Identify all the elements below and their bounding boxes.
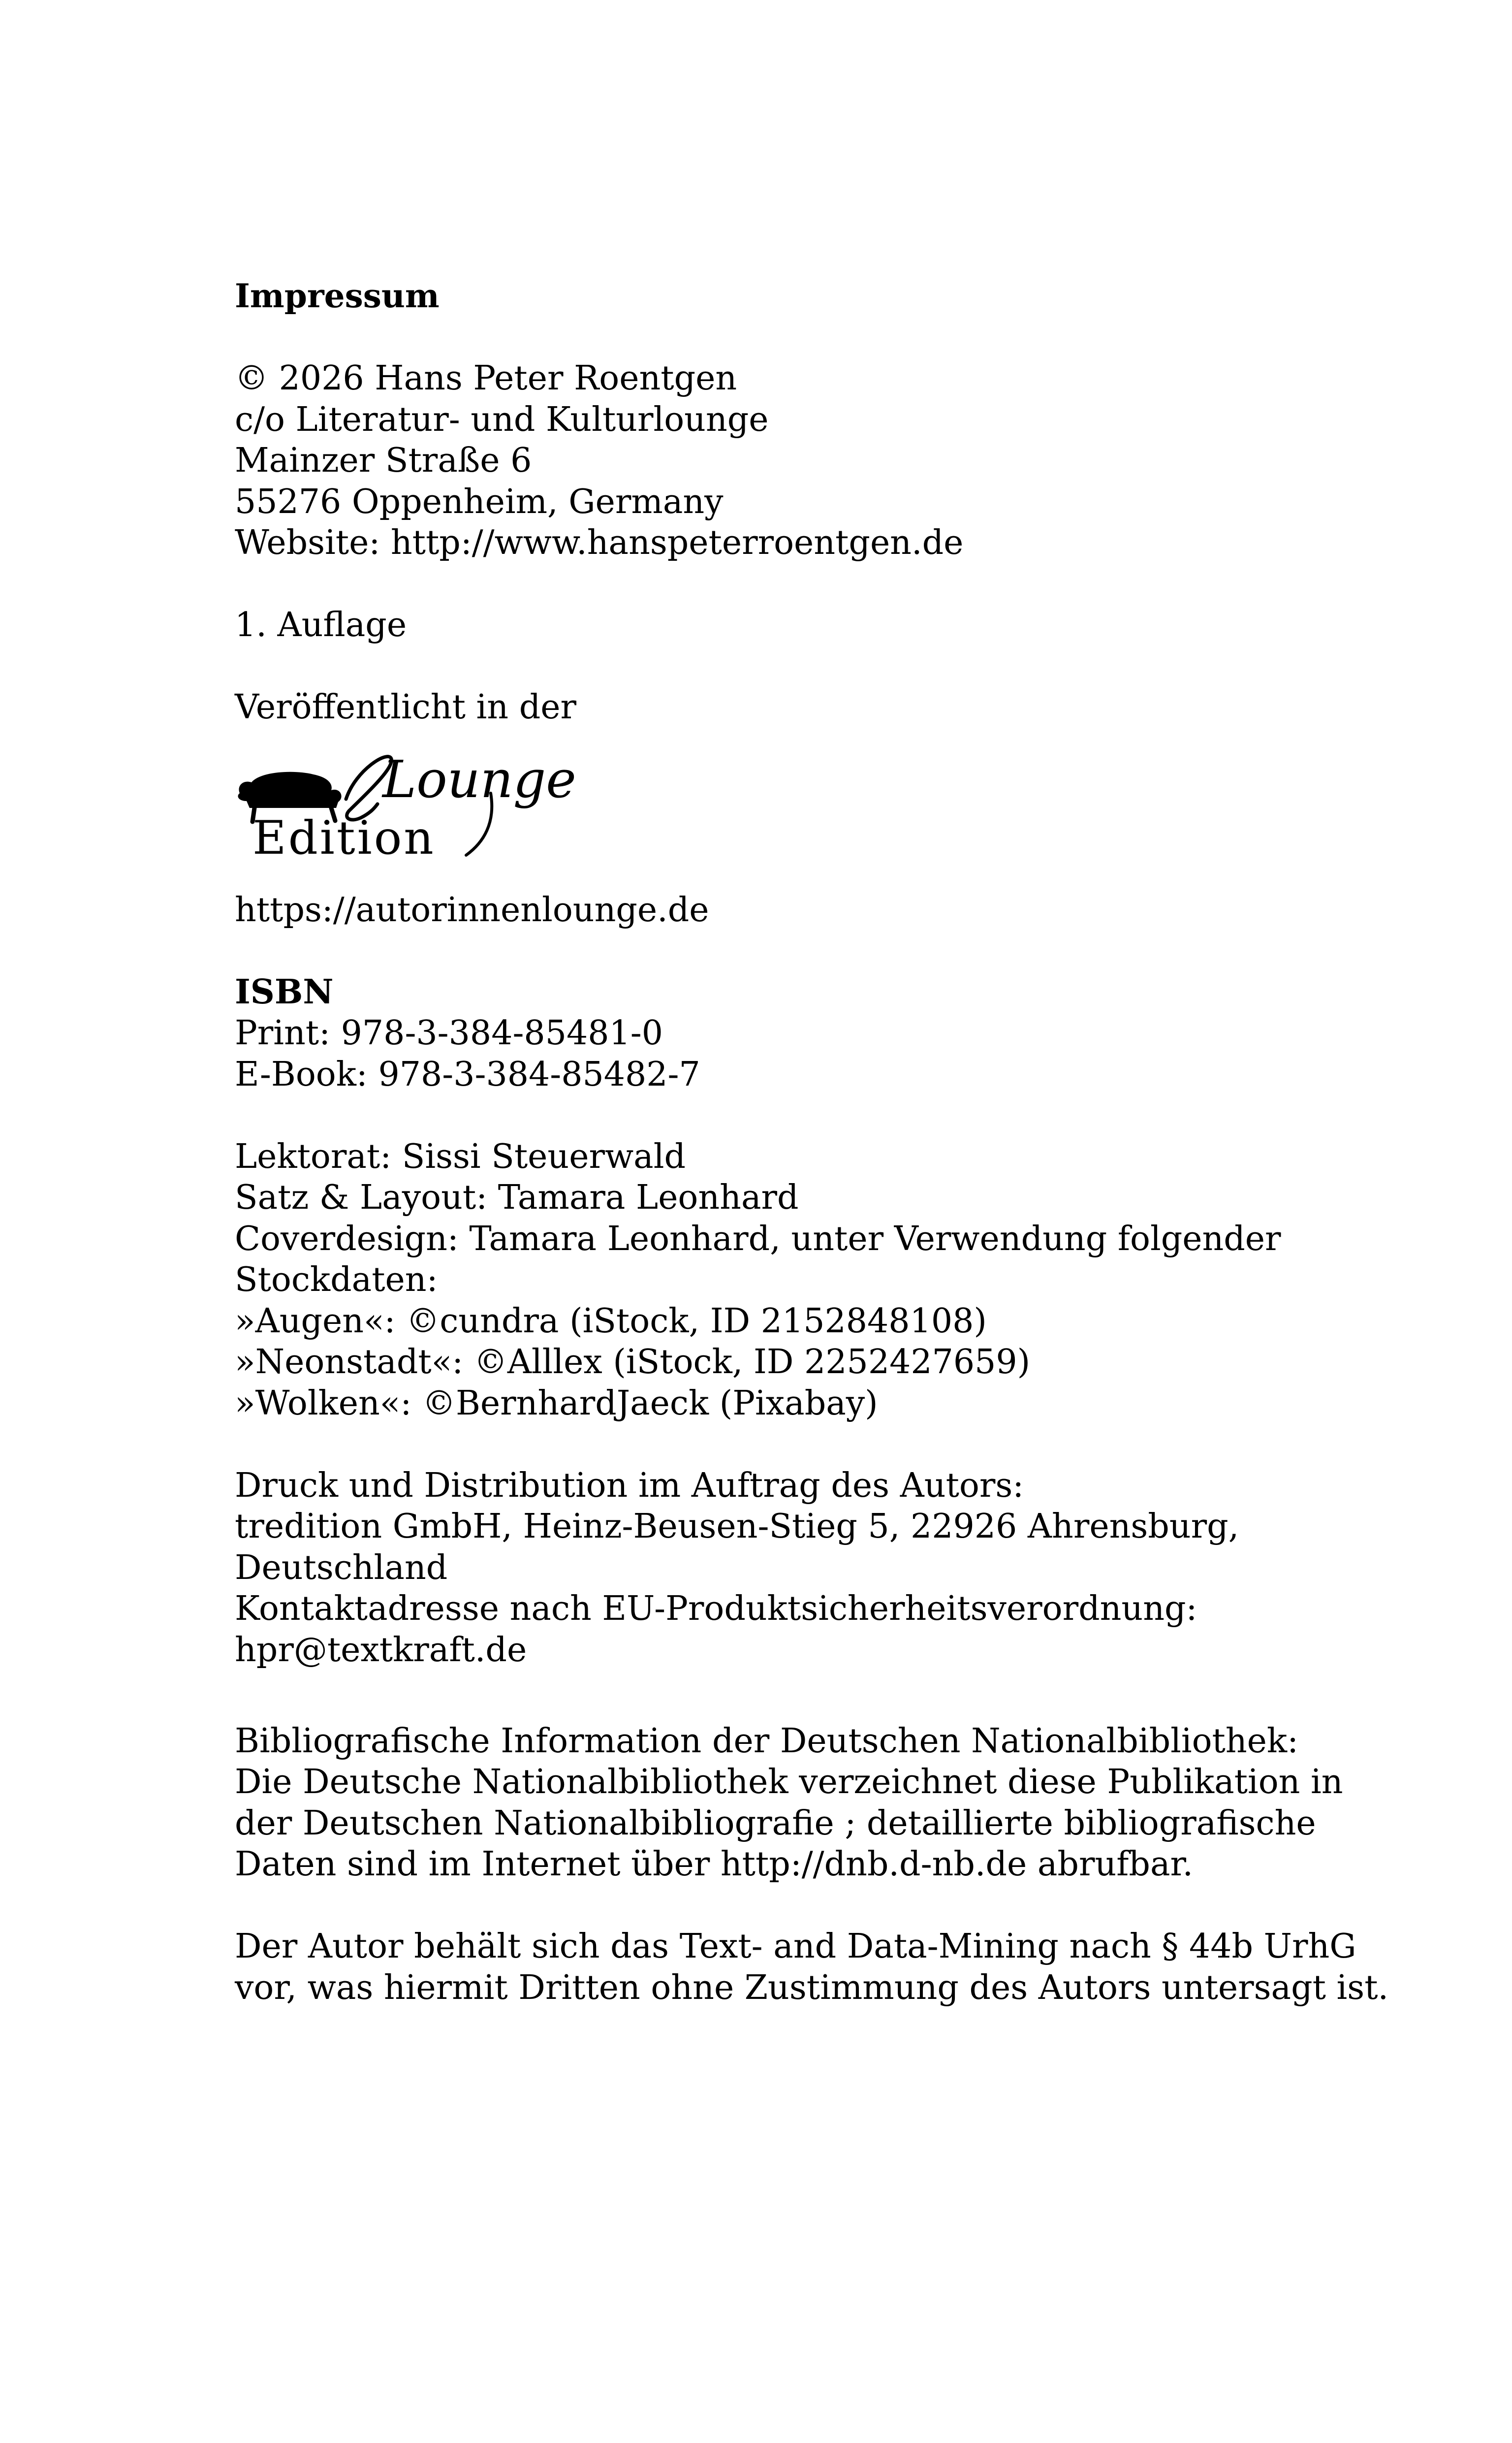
credits-line: Coverdesign: Tamara Leonhard, unter Verwendung folgender — [235, 1219, 1281, 1258]
spacer — [235, 646, 1446, 687]
distribution-line: tredition GmbH, Heinz-Beusen-Stieg 5, 22926 Ahrensburg, — [235, 1507, 1239, 1546]
credits-line: Stockdaten: — [235, 1260, 438, 1299]
logo-script-word: Lounge — [382, 749, 576, 809]
credits-line: »Neonstadt«: ©Alllex (iStock, ID 2252427659) — [235, 1343, 1031, 1382]
website-line: Website: http://www.hanspeterroentgen.de — [235, 523, 964, 562]
spacer — [235, 317, 1446, 358]
bibliographic-line: Daten sind im Internet über http://dnb.d-nb.de abrufbar. — [235, 1845, 1194, 1884]
logo-word-edition: Edition — [252, 811, 436, 865]
edition-line: 1. Auflage — [235, 606, 407, 644]
tdm-notice-line: Der Autor behält sich das Text- and Data-Mining nach § 44b UrhG — [235, 1927, 1356, 1966]
address-line-2: Mainzer Straße 6 — [235, 441, 532, 480]
published-in-line: Veröffentlicht in der — [235, 688, 576, 727]
distribution-line: Deutschland — [235, 1548, 448, 1587]
copyright-line: © 2026 Hans Peter Roentgen — [235, 359, 737, 398]
lounge-edition-logo — [235, 739, 576, 872]
spacer — [235, 564, 1446, 605]
distribution-line: Druck und Distribution im Auftrag des Autors: — [235, 1466, 1024, 1505]
spacer — [235, 1095, 1446, 1136]
isbn-print: Print: 978-3-384-85481-0 — [235, 1014, 663, 1053]
imprint-content — [235, 276, 1446, 2008]
publisher-url[interactable]: https://autorinnenlounge.de — [235, 890, 709, 930]
bibliographic-line: der Deutschen Nationalbibliografie ; detaillierte bibliografische — [235, 1803, 1316, 1843]
spacer — [235, 1671, 1446, 1712]
credits-line: Lektorat: Sissi Steuerwald — [235, 1137, 686, 1176]
spacer — [235, 1885, 1446, 1927]
tdm-notice-line: vor, was hiermit Dritten ohne Zustimmung des Autors untersagt ist. — [235, 1968, 1389, 2007]
imprint-title: Impressum — [235, 277, 440, 315]
distribution-line: Kontaktadresse nach EU-Produktsicherheitsverordnung: — [235, 1589, 1197, 1628]
contact-email[interactable]: hpr@textkraft.de — [235, 1630, 527, 1670]
isbn-ebook: E-Book: 978-3-384-85482-7 — [235, 1055, 700, 1094]
spacer — [235, 1424, 1446, 1465]
bibliographic-line: Die Deutsche Nationalbibliothek verzeichnet diese Publikation in — [235, 1763, 1343, 1801]
spacer — [235, 931, 1446, 972]
bibliographic-line: Bibliografische Information der Deutschen Nationalbibliothek: — [235, 1721, 1299, 1761]
isbn-heading: ISBN — [235, 972, 334, 1012]
credits-line: Satz & Layout: Tamara Leonhard — [235, 1178, 799, 1217]
address-line-1: c/o Literatur- und Kulturlounge — [235, 400, 769, 439]
credits-line: »Wolken«: ©BernhardJaeck (Pixabay) — [235, 1383, 878, 1423]
address-line-3: 55276 Oppenheim, Germany — [235, 482, 724, 521]
spacer — [235, 1712, 1446, 1721]
credits-line: »Augen«: ©cundra (iStock, ID 2152848108) — [235, 1301, 987, 1341]
